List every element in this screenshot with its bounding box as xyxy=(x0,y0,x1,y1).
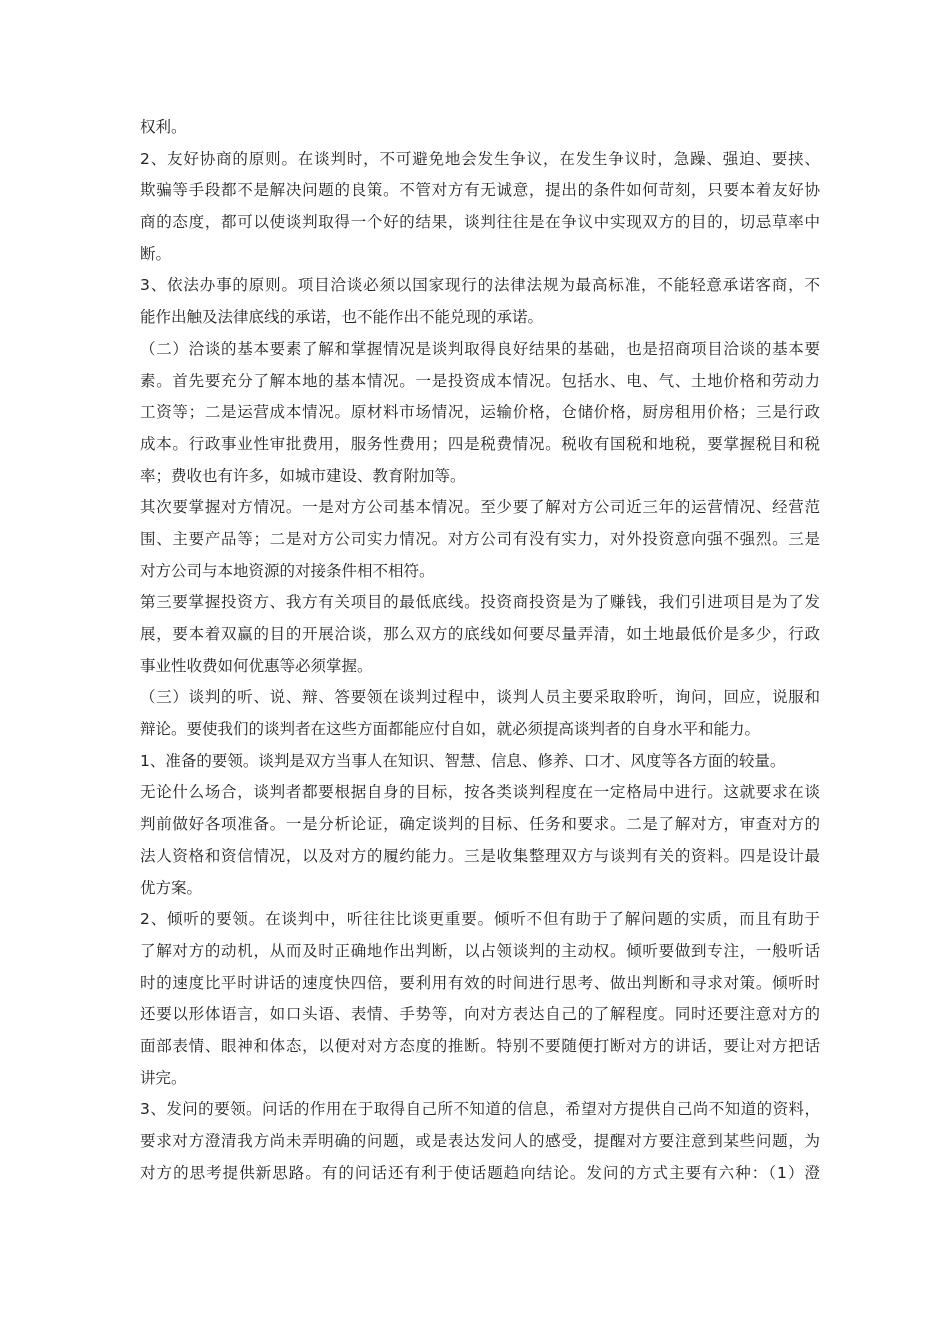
text-line: 2、倾听的要领。在谈判中，听往往比谈更重要。倾听不但有助于了解问题的实质，而且有助于 xyxy=(140,910,820,929)
text-line: 3、发问的要领。问话的作用在于取得自己所不知道的信息，希望对方提供自己尚不知道的资料， xyxy=(140,1100,820,1119)
text-line: 对方的思考提供新思路。有的问话还有利于使话题趋向结论。发问的方式主要有六种：（1）澄 xyxy=(140,1163,820,1182)
text-line: 商的态度，都可以使谈判取得一个好的结果，谈判往往是在争议中实现双方的目的，切忌草率中 xyxy=(140,213,820,232)
text-line: 事业性收费如何优惠等必须掌握。 xyxy=(140,656,373,675)
text-line: 3、依法办事的原则。项目洽谈必须以国家现行的法律法规为最高标准，不能轻意承诺客商，不 xyxy=(140,276,820,295)
text-line: （三）谈判的听、说、辩、答要领在谈判过程中，谈判人员主要采取聆听，询问，回应，说服和 xyxy=(140,688,820,707)
text-line: （二）洽谈的基本要素了解和掌握情况是谈判取得良好结果的基础，也是招商项目洽谈的基本要 xyxy=(140,339,820,358)
text-line: 权利。 xyxy=(140,118,187,136)
text-line: 辩论。要使我们的谈判者在这些方面都能应付自如，就必须提高谈判者的自身水平和能力。 xyxy=(140,720,761,739)
text-line: 欺骗等手段都不是解决问题的良策。不管对方有无诚意，提出的条件如何苛刻，只要本着友好协 xyxy=(140,181,820,200)
text-line: 判前做好各项准备。一是分析论证，确定谈判的目标、任务和要求。二是了解对方，审查对方的 xyxy=(140,815,820,834)
text-line: 率；费收也有许多，如城市建设、教育附加等。 xyxy=(140,466,466,485)
document-body xyxy=(140,112,820,1189)
text-line: 第三要掌握投资方、我方有关项目的最低底线。投资商投资是为了赚钱，我们引进项目是为了发 xyxy=(140,593,820,612)
text-line: 对方公司与本地资源的对接条件相不相符。 xyxy=(140,561,435,580)
text-line: 断。 xyxy=(140,244,172,263)
text-line: 素。首先要充分了解本地的基本情况。一是投资成本情况。包括水、电、气、土地价格和劳动力 xyxy=(140,371,820,390)
text-line: 无论什么场合，谈判者都要根据自身的目标，按各类谈判程度在一定格局中进行。这就要求在谈 xyxy=(140,783,820,802)
text-line: 工资等；二是运营成本情况。原材料市场情况，运输价格，仓储价格，厨房租用价格；三是行政 xyxy=(140,403,820,422)
text-line: 优方案。 xyxy=(140,878,203,897)
text-line: 时的速度比平时讲话的速度快四倍，要利用有效的时间进行思考、做出判断和寻求对策。倾听时 xyxy=(140,973,820,992)
text-line: 成本。行政事业性审批费用，服务性费用；四是税费情况。税收有国税和地税，要掌握税目和税 xyxy=(140,434,820,453)
text-line: 1、准备的要领。谈判是双方当事人在知识、智慧、信息、修养、口才、风度等各方面的较量。 xyxy=(140,751,786,770)
text-line: 能作出触及法律底线的承诺，也不能作出不能兑现的承诺。 xyxy=(140,308,544,327)
text-line: 其次要掌握对方情况。一是对方公司基本情况。至少要了解对方公司近三年的运营情况、经营范 xyxy=(140,498,820,517)
text-line: 2、友好协商的原则。在谈判时，不可避免地会发生争议，在发生争议时，急躁、强迫、要挟、 xyxy=(140,149,820,168)
text-line: 了解对方的动机，从而及时正确地作出判断，以占领谈判的主动权。倾听要做到专注，一般听话 xyxy=(140,941,820,960)
text-line: 围、主要产品等；二是对方公司实力情况。对方公司有没有实力，对外投资意向强不强烈。三是 xyxy=(140,529,820,548)
text-line: 展，要本着双赢的目的开展洽谈，那么双方的底线如何要尽量弄清，如土地最低价是多少，行政 xyxy=(140,625,820,643)
text-line: 法人资格和资信情况，以及对方的履约能力。三是收集整理双方与谈判有关的资料。四是设计最 xyxy=(140,846,820,865)
text-line: 要求对方澄清我方尚未弄明确的问题，或是表达发问人的感受，提醒对方要注意到某些问题，为 xyxy=(140,1132,820,1150)
text-line: 面部表情、眼神和体态，以便对对方态度的推断。特别不要随便打断对方的讲话，要让对方把话 xyxy=(140,1036,820,1055)
text-line: 还要以形体语言，如口头语、表情、手势等，向对方表达自己的了解程度。同时还要注意对方的 xyxy=(140,1005,820,1024)
text-line: 讲完。 xyxy=(140,1068,187,1087)
